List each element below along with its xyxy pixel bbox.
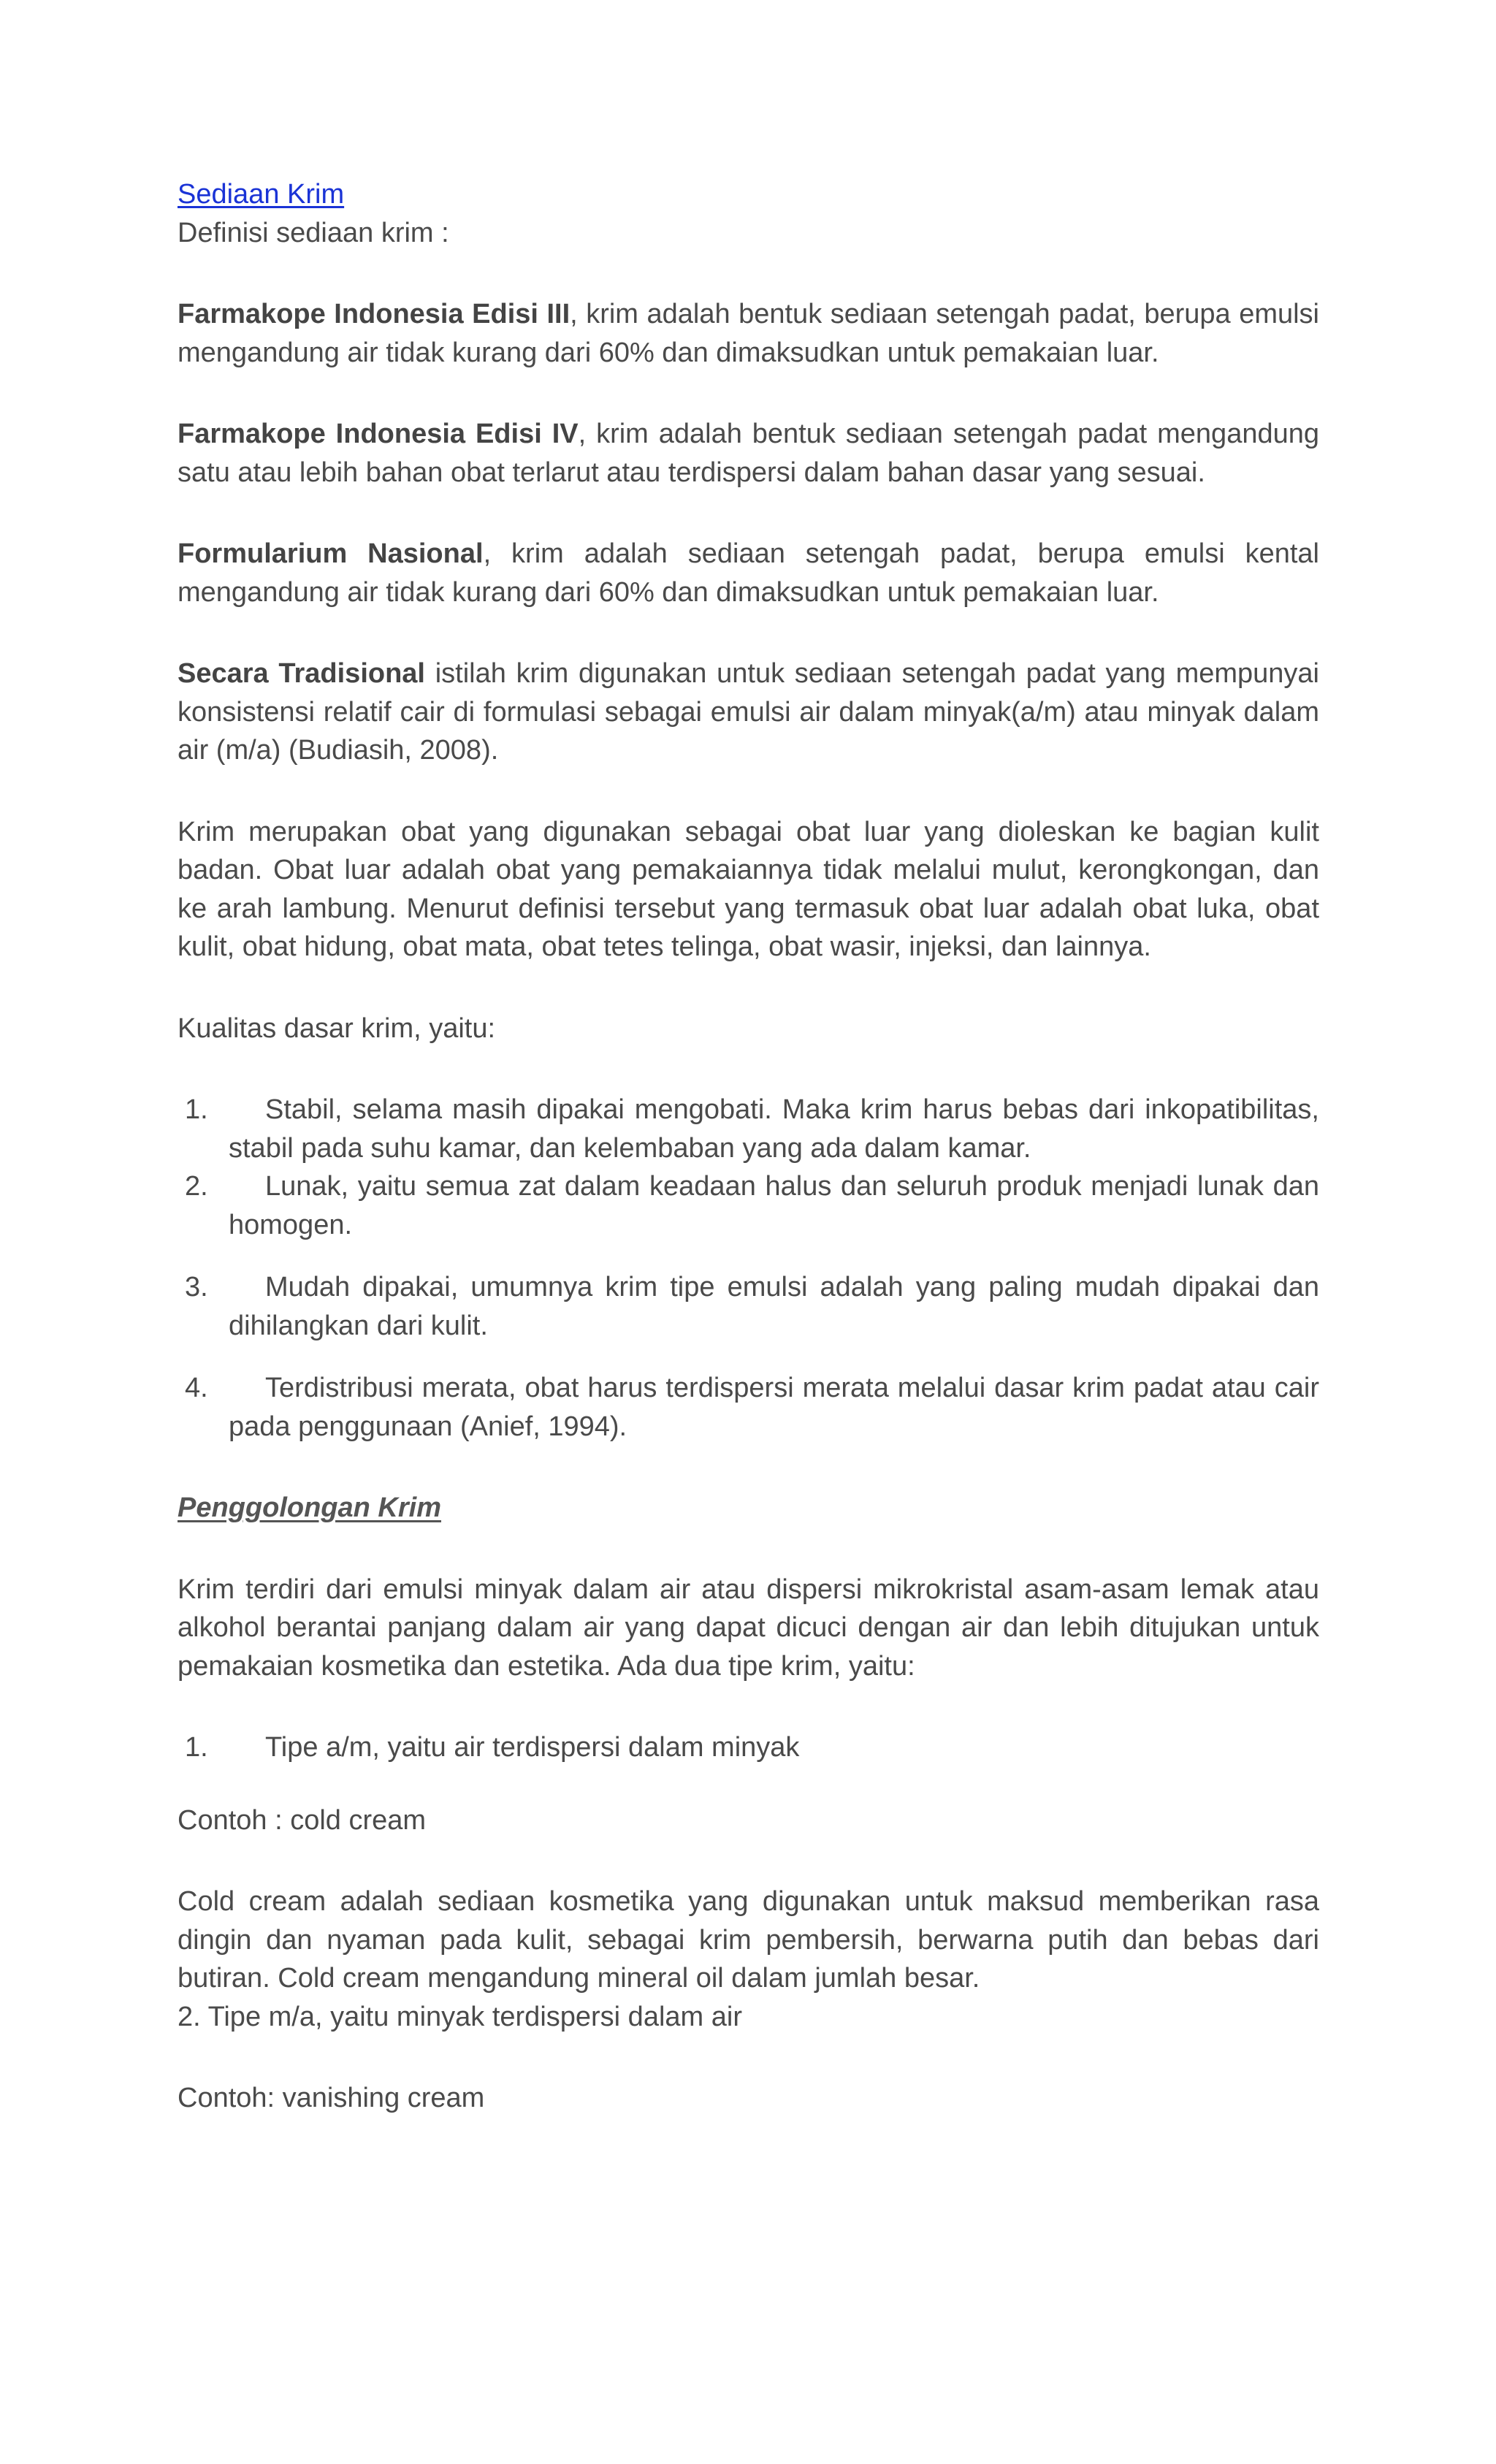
quality-intro: Kualitas dasar krim, yaitu: — [178, 1012, 496, 1044]
list-number: 1. — [185, 1094, 208, 1125]
definition-text: istilah krim digunakan untuk sediaan setengah padat yang mempunyai konsistensi relatif cair di formulasi sebagai emulsi air dalam minyak(a/m) atau minyak dalam air (m/a) (Budiasih, 2008). — [178, 658, 1319, 766]
paragraph-krim-obat-luar: Krim merupakan obat yang digunakan sebagai obat luar yang dioleskan ke bagian kulit badan. Obat luar adalah obat yang pemakaiannya tidak melalui mulut, kerongkongan, dan ke arah lambung. Menurut definisi tersebut yang termasuk obat luar adalah obat luka, obat kulit, obat hidung, obat mata, obat tetes telinga, obat wasir, injeksi, dan lainnya. — [178, 816, 1319, 962]
paragraph-types: Krim terdiri dari emulsi minyak dalam air atau dispersi mikrokristal asam-asam lemak atau alkohol berantai panjang dalam air yang dapat dicuci dengan air dan lebih ditujukan untuk pemakaian kosmetika dan estetika. Ada dua tipe krim, yaitu: — [178, 1574, 1319, 1682]
definition-intro: Definisi sediaan krim : — [178, 217, 449, 248]
list-number: 1. — [185, 1732, 208, 1763]
definition-source: Farmakope Indonesia Edisi III — [178, 299, 570, 329]
definition-fi-iii — [178, 295, 1319, 372]
quality-list — [178, 1091, 1319, 1446]
list-item-text: Stabil, selama masih dipakai mengobati. Maka krim harus bebas dari inkopatibilitas, stabil pada suhu kamar, dan kelembaban yang ada dalam kamar. — [229, 1094, 1319, 1164]
list-item — [178, 1728, 1319, 1767]
definition-source: Formularium Nasional — [178, 538, 484, 569]
list-number: 3. — [185, 1272, 208, 1302]
list-item-text: Terdistribusi merata, obat harus terdispersi merata melalui dasar krim padat atau cair pada penggunaan (Anief, 1994). — [229, 1373, 1319, 1442]
list-item — [178, 1268, 1319, 1345]
section-heading: Penggolongan Krim — [178, 1492, 441, 1523]
list-item-text: Lunak, yaitu semua zat dalam keadaan halus dan seluruh produk menjadi lunak dan homogen. — [229, 1171, 1319, 1240]
list-item — [178, 1167, 1319, 1244]
definition-source: Secara Tradisional — [178, 658, 425, 689]
cold-cream-paragraph: Cold cream adalah sediaan kosmetika yang digunakan untuk maksud memberikan rasa dingin dan nyaman pada kulit, sebagai krim pembersih, berwarna putih dan bebas dari butiran. Cold cream mengandung mineral oil dalam jumlah besar. — [178, 1886, 1319, 1994]
definition-source: Farmakope Indonesia Edisi IV — [178, 419, 579, 449]
example-cold-cream: Contoh : cold cream — [178, 1804, 427, 1836]
document-page — [178, 175, 1319, 2118]
list-number: 4. — [185, 1373, 208, 1403]
list-item-text: Tipe a/m, yaitu air terdispersi dalam minyak — [265, 1732, 800, 1763]
definition-text: , krim adalah bentuk sediaan setengah padat mengandung satu atau lebih bahan obat terlarut atau terdispersi dalam bahan dasar yang sesuai. — [178, 419, 1319, 488]
definition-text: , krim adalah sediaan setengah padat, berupa emulsi kental mengandung air tidak kurang dari 60% dan dimaksudkan untuk pemakaian luar. — [178, 538, 1319, 608]
list-number: 2. — [185, 1171, 208, 1202]
list-item — [178, 1091, 1319, 1167]
type-m-a-line: 2. Tipe m/a, yaitu minyak terdispersi dalam air — [178, 2001, 742, 2032]
type-list — [178, 1728, 1319, 1767]
definition-text: , krim adalah bentuk sediaan setengah padat, berupa emulsi mengandung air tidak kurang dari 60% dan dimaksudkan untuk pemakaian luar. — [178, 299, 1320, 368]
definition-tradisional — [178, 655, 1319, 770]
list-item — [178, 1369, 1319, 1446]
example-vanishing-cream: Contoh: vanishing cream — [178, 2083, 485, 2113]
title-line — [178, 175, 1319, 214]
section-heading-line — [178, 1489, 1319, 1527]
list-item-text: Mudah dipakai, umumnya krim tipe emulsi adalah yang paling mudah dipakai dan dihilangkan dari kulit. — [229, 1272, 1319, 1341]
definition-fornas — [178, 535, 1319, 611]
definition-fi-iv — [178, 415, 1319, 492]
sediaan-krim-link[interactable]: Sediaan Krim — [178, 179, 345, 210]
